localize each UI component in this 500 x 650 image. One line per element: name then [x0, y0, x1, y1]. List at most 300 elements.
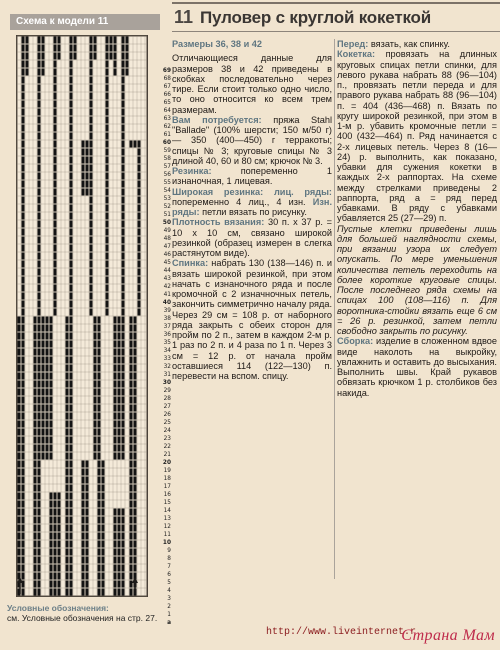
chart-cell-dark: [18, 317, 21, 324]
chart-cell-dark: [98, 381, 101, 388]
chart-cell-dark: [94, 341, 97, 348]
chart-cell-dark: [134, 461, 137, 468]
assembly-heading: Сборка:: [337, 336, 374, 347]
footer-url: http://www.liveinternet.r: [266, 627, 417, 638]
chart-cell-dark: [134, 509, 137, 516]
chart-cell-dark: [38, 565, 41, 572]
chart-cell-dark: [70, 133, 73, 140]
chart-cell-dark: [38, 389, 41, 396]
chart-cell-dark: [94, 349, 97, 356]
chart-cell-dark: [98, 509, 101, 516]
chart-cell-dark: [38, 117, 41, 124]
chart-cell-dark: [90, 309, 93, 316]
chart-cell-dark: [82, 469, 85, 476]
chart-cell-dark: [54, 77, 57, 84]
chart-cell-dark: [86, 541, 89, 548]
chart-cell-dark: [66, 549, 69, 556]
chart-cell-dark: [122, 53, 125, 60]
chart-cell-dark: [94, 53, 97, 60]
chart-cell-dark: [66, 381, 69, 388]
chart-cell-dark: [130, 381, 133, 388]
chart-cell-dark: [46, 365, 49, 372]
chart-cell-dark: [66, 477, 69, 484]
chart-cell-dark: [114, 341, 117, 348]
chart-cell-dark: [70, 261, 73, 268]
chart-cell-dark: [110, 53, 113, 60]
chart-cell-dark: [98, 421, 101, 428]
chart-cell-dark: [138, 229, 141, 236]
chart-cell-dark: [134, 429, 137, 436]
chart-cell-dark: [82, 525, 85, 532]
chart-cell-dark: [138, 269, 141, 276]
chart-cell-dark: [94, 389, 97, 396]
chart-cell-dark: [122, 117, 125, 124]
chart-cell-dark: [38, 541, 41, 548]
chart-cell-dark: [134, 325, 137, 332]
chart-cell-dark: [70, 125, 73, 132]
chart-cell-dark: [34, 405, 37, 412]
chart-cell-dark: [130, 445, 133, 452]
chart-cell-dark: [118, 445, 121, 452]
chart-cell-dark: [70, 501, 73, 508]
intro-text: Отличающиеся данные для размеров 38 и 42 приведены в скобках последовательно через тире. Если стоит только одно число, то оно относится ко всем трем размерам.: [172, 53, 332, 115]
chart-cell-dark: [70, 189, 73, 196]
chart-cell-dark: [106, 277, 109, 284]
chart-cell-dark: [130, 397, 133, 404]
chart-cell-dark: [122, 213, 125, 220]
chart-row-number: 61: [163, 132, 171, 138]
chart-cell-dark: [98, 557, 101, 564]
chart-cell-dark: [118, 549, 121, 556]
chart-cell-dark: [98, 389, 101, 396]
chart-cell-dark: [138, 221, 141, 228]
chart-cell-dark: [90, 133, 93, 140]
chart-cell-dark: [38, 589, 41, 596]
chart-cell-dark: [70, 349, 73, 356]
chart-cell-dark: [18, 469, 21, 476]
chart-cell-dark: [114, 413, 117, 420]
chart-cell-dark: [54, 213, 57, 220]
chart-cell-dark: [98, 485, 101, 492]
chart-cell-dark: [54, 549, 57, 556]
chart-cell-dark: [70, 557, 73, 564]
chart-row-number: 22: [163, 444, 171, 450]
chart-row-number: 42: [163, 284, 171, 290]
chart-cell-dark: [54, 37, 57, 44]
chart-cell-dark: [58, 565, 61, 572]
chart-cell-dark: [38, 37, 41, 44]
chart-cell-dark: [42, 381, 45, 388]
chart-cell-dark: [130, 533, 133, 540]
chart-cell-dark: [102, 549, 105, 556]
chart-cell-dark: [118, 541, 121, 548]
chart-cell-dark: [70, 277, 73, 284]
chart-cell-dark: [130, 525, 133, 532]
chart-cell-dark: [118, 581, 121, 588]
chart-cell-dark: [98, 453, 101, 460]
watermark-logo: Страна Мам: [401, 627, 495, 644]
chart-cell-dark: [22, 117, 25, 124]
chart-cell-dark: [86, 565, 89, 572]
chart-cell-dark: [22, 501, 25, 508]
chart-cell-dark: [66, 501, 69, 508]
chart-cell-dark: [138, 165, 141, 172]
chart-cell-dark: [134, 397, 137, 404]
chart-cell-dark: [122, 365, 125, 372]
chart-cell-dark: [70, 101, 73, 108]
chart-cell-dark: [114, 53, 117, 60]
chart-cell-dark: [134, 485, 137, 492]
chart-cell-dark: [106, 53, 109, 60]
chart-cell-dark: [70, 53, 73, 60]
chart-cell-dark: [66, 341, 69, 348]
chart-row-number: 53: [163, 196, 171, 202]
chart-cell-dark: [106, 85, 109, 92]
chart-cell-dark: [22, 325, 25, 332]
wide-rib-text-2: петли вязать по рисунку.: [202, 207, 307, 217]
chart-cell-dark: [114, 333, 117, 340]
wide-rib-heading: Широкая резинка:: [172, 186, 264, 197]
chart-row-number: 17: [163, 484, 171, 490]
chart-cell-dark: [34, 341, 37, 348]
chart-cell-dark: [114, 389, 117, 396]
chart-cell-dark: [122, 565, 125, 572]
chart-cell-dark: [38, 469, 41, 476]
chart-cell-dark: [90, 37, 93, 44]
chart-cell-dark: [18, 365, 21, 372]
chart-cell-dark: [74, 53, 77, 60]
chart-cell-dark: [22, 437, 25, 444]
chart-cell-dark: [54, 237, 57, 244]
chart-cell-dark: [130, 573, 133, 580]
chart-cell-dark: [50, 381, 53, 388]
chart-cell-dark: [106, 205, 109, 212]
chart-cell-dark: [42, 61, 45, 68]
chart-cell-dark: [138, 285, 141, 292]
density-heading: Плотность вязания:: [172, 217, 265, 228]
chart-cell-dark: [70, 45, 73, 52]
chart-cell-dark: [54, 157, 57, 164]
chart-cell-dark: [34, 509, 37, 516]
chart-cell-dark: [90, 45, 93, 52]
chart-cell-dark: [98, 325, 101, 332]
chart-cell-dark: [122, 253, 125, 260]
chart-cell-dark: [22, 109, 25, 116]
chart-cell-dark: [86, 461, 89, 468]
chart-cell-dark: [106, 213, 109, 220]
chart-cell-dark: [66, 493, 69, 500]
chart-cell-dark: [66, 405, 69, 412]
chart-cell-dark: [98, 573, 101, 580]
chart-cell-dark: [22, 589, 25, 596]
chart-cell-dark: [138, 277, 141, 284]
chart-cell-dark: [70, 509, 73, 516]
chart-cell-dark: [94, 317, 97, 324]
chart-cell-dark: [122, 405, 125, 412]
chart-cell-dark: [106, 141, 109, 148]
chart-cell-dark: [50, 341, 53, 348]
chart-cell-dark: [118, 589, 121, 596]
chart-cell-dark: [82, 549, 85, 556]
chart-cell-dark: [130, 461, 133, 468]
chart-cell-dark: [118, 429, 121, 436]
chart-cell-dark: [130, 421, 133, 428]
chart-cell-dark: [34, 445, 37, 452]
chart-cell-dark: [70, 381, 73, 388]
chart-cell-dark: [134, 501, 137, 508]
chart-cell-dark: [70, 109, 73, 116]
chart-cell-dark: [22, 157, 25, 164]
chart-cell-dark: [126, 37, 129, 44]
chart-cell-dark: [54, 269, 57, 276]
chart-cell-dark: [86, 181, 89, 188]
chart-cell-dark: [38, 421, 41, 428]
chart-cell-dark: [98, 533, 101, 540]
chart-cell-dark: [130, 141, 133, 148]
chart-cell-dark: [102, 589, 105, 596]
chart-cell-dark: [34, 565, 37, 572]
chart-cell-dark: [106, 77, 109, 84]
chart-cell-dark: [98, 341, 101, 348]
chart-cell-dark: [118, 397, 121, 404]
chart-cell-dark: [102, 565, 105, 572]
chart-cell-dark: [38, 45, 41, 52]
chart-cell-dark: [70, 93, 73, 100]
chart-cell-dark: [102, 509, 105, 516]
chart-cell-dark: [70, 493, 73, 500]
chart-cell-dark: [122, 413, 125, 420]
chart-cell-dark: [42, 453, 45, 460]
chart-cell-dark: [102, 557, 105, 564]
chart-cell-dark: [114, 573, 117, 580]
chart-cell-dark: [90, 173, 93, 180]
chart-cell-dark: [106, 245, 109, 252]
chart-grid: [17, 36, 147, 596]
chart-cell-dark: [26, 69, 29, 76]
chart-cell-dark: [22, 149, 25, 156]
chart-cell-dark: [82, 477, 85, 484]
chart-row-number: 31: [163, 372, 171, 378]
chart-cell-dark: [46, 421, 49, 428]
chart-cell-dark: [22, 557, 25, 564]
chart-cell-dark: [50, 317, 53, 324]
chart-cell-dark: [90, 301, 93, 308]
chart-cell-dark: [98, 589, 101, 596]
chart-row-number: 66: [163, 92, 171, 98]
assembly-text: изделие в сложенном вдвое виде наколоть на выкройку, увлажнить и оставить до высыхания. Выполнить швы. Край рукавов обвязать крючком 1 р. столбиков без накида.: [337, 336, 497, 398]
chart-cell-dark: [98, 397, 101, 404]
chart-cell-dark: [106, 229, 109, 236]
chart-row-number: 41: [163, 292, 171, 298]
chart-row-number: 43: [163, 276, 171, 282]
chart-cell-dark: [86, 589, 89, 596]
chart-cell-dark: [110, 45, 113, 52]
chart-cell-dark: [98, 437, 101, 444]
chart-cell-dark: [102, 485, 105, 492]
chart-row-number: 34: [163, 348, 171, 354]
chart-cell-dark: [54, 541, 57, 548]
chart-cell-dark: [54, 229, 57, 236]
chart-cell-dark: [118, 317, 121, 324]
chart-cell-dark: [90, 181, 93, 188]
chart-cell-dark: [54, 197, 57, 204]
chart-cell-dark: [70, 453, 73, 460]
chart-cell-dark: [106, 133, 109, 140]
chart-cell-dark: [134, 413, 137, 420]
chart-cell-dark: [122, 541, 125, 548]
chart-cell-dark: [38, 581, 41, 588]
chart-cell-dark: [66, 565, 69, 572]
chart-cell-dark: [98, 501, 101, 508]
chart-cell-dark: [102, 461, 105, 468]
chart-cell-dark: [66, 333, 69, 340]
chart-cell-dark: [38, 69, 41, 76]
chart-cell-dark: [38, 277, 41, 284]
chart-row-number: 5: [167, 580, 171, 586]
chart-cell-dark: [50, 349, 53, 356]
chart-row-number: 12: [163, 524, 171, 530]
chart-cell-dark: [66, 389, 69, 396]
chart-cell-dark: [82, 557, 85, 564]
chart-cell-dark: [42, 429, 45, 436]
chart-cell-dark: [66, 541, 69, 548]
chart-cell-dark: [50, 509, 53, 516]
chart-cell-dark: [98, 565, 101, 572]
chart-cell-dark: [102, 525, 105, 532]
chart-cell-dark: [70, 589, 73, 596]
chart-cell-dark: [114, 525, 117, 532]
chart-cell-dark: [38, 533, 41, 540]
chart-cell-dark: [18, 437, 21, 444]
chart-row-number: 36: [163, 332, 171, 338]
chart-cell-dark: [58, 573, 61, 580]
chart-cell-dark: [114, 373, 117, 380]
chart-cell-dark: [138, 173, 141, 180]
chart-cell-dark: [82, 485, 85, 492]
chart-cell-dark: [54, 109, 57, 116]
chart-cell-dark: [34, 421, 37, 428]
chart-cell-dark: [90, 165, 93, 172]
chart-row-number: 14: [163, 508, 171, 514]
chart-cell-dark: [114, 421, 117, 428]
chart-row-number: 25: [163, 420, 171, 426]
chart-cell-dark: [106, 157, 109, 164]
chart-cell-dark: [34, 437, 37, 444]
chart-cell-dark: [22, 245, 25, 252]
chart-cell-dark: [46, 389, 49, 396]
materials-heading: Вам потребуется:: [172, 114, 262, 125]
chart-cell-dark: [54, 101, 57, 108]
chart-cell-dark: [18, 557, 21, 564]
chart-row-number: 64: [163, 108, 171, 114]
chart-cell-dark: [122, 229, 125, 236]
chart-cell-dark: [18, 485, 21, 492]
chart-cell-dark: [66, 413, 69, 420]
chart-cell-dark: [22, 533, 25, 540]
chart-cell-dark: [34, 557, 37, 564]
chart-cell-dark: [98, 541, 101, 548]
chart-cell-dark: [82, 165, 85, 172]
chart-cell-dark: [86, 493, 89, 500]
chart-cell-dark: [38, 325, 41, 332]
chart-cell-dark: [22, 189, 25, 196]
chart-cell-dark: [38, 213, 41, 220]
chart-cell-dark: [90, 157, 93, 164]
chart-row-number: 63: [163, 116, 171, 122]
chart-cell-dark: [118, 381, 121, 388]
chart-cell-dark: [50, 405, 53, 412]
chart-cell-dark: [130, 493, 133, 500]
chart-cell-dark: [70, 469, 73, 476]
chart-cell-dark: [22, 573, 25, 580]
chart-cell-dark: [138, 237, 141, 244]
model-number: 11: [174, 7, 194, 27]
chart-cell-dark: [50, 525, 53, 532]
chart-cell-dark: [70, 117, 73, 124]
chart-cell-dark: [114, 429, 117, 436]
chart-cell-dark: [122, 533, 125, 540]
chart-cell-dark: [58, 501, 61, 508]
chart-cell-dark: [130, 557, 133, 564]
chart-cell-dark: [98, 333, 101, 340]
chart-row-number: 3: [167, 596, 171, 602]
chart-cell-dark: [42, 445, 45, 452]
chart-cell-dark: [70, 309, 73, 316]
chart-cell-dark: [90, 61, 93, 68]
chart-cell-dark: [22, 349, 25, 356]
back-text: набрать 130 (138—146) п. и вязать широкой резинкой, при этом начать с изнаночного ряда и после кромочной с 2 изначночных петель, закончить симметрично началу ряда. Через 29 см = 108 р. от наборного ряда закрыть с обеих сторон для пройм по 2 п., затем в каждом 2-м р. 1 раз по 2 п. и 4 раза по 1 п. Через 3 см = 12 р. от начала пройм оставшиеся 114 (122—130) п. перевести на вспом. спицу.: [172, 258, 332, 381]
chart-cell-dark: [70, 37, 73, 44]
chart-cell-dark: [122, 109, 125, 116]
chart-cell-dark: [118, 413, 121, 420]
chart-cell-dark: [22, 493, 25, 500]
chart-cell-dark: [46, 405, 49, 412]
chart-cell-dark: [102, 541, 105, 548]
chart-cell-dark: [138, 301, 141, 308]
chart-cell-dark: [66, 573, 69, 580]
chart-cell-dark: [118, 349, 121, 356]
chart-cell-dark: [50, 421, 53, 428]
chart-cell-dark: [58, 525, 61, 532]
chart-row-number: 46: [163, 252, 171, 258]
chart-row-number: 35: [163, 340, 171, 346]
chart-cell-dark: [114, 325, 117, 332]
chart-cell-dark: [118, 325, 121, 332]
chart-cell-dark: [70, 437, 73, 444]
chart-cell-dark: [98, 405, 101, 412]
chart-cell-dark: [98, 461, 101, 468]
chart-cell-dark: [86, 157, 89, 164]
chart-cell-dark: [138, 309, 141, 316]
chart-cell-dark: [122, 93, 125, 100]
chart-cell-dark: [82, 565, 85, 572]
chart-cell-dark: [26, 53, 29, 60]
chart-cell-dark: [118, 573, 121, 580]
chart-cell-dark: [46, 325, 49, 332]
chart-cell-dark: [18, 421, 21, 428]
chart-cell-dark: [126, 53, 129, 60]
chart-cell-dark: [114, 509, 117, 516]
chart-cell-dark: [122, 557, 125, 564]
chart-cell-dark: [122, 333, 125, 340]
chart-cell-dark: [66, 453, 69, 460]
chart-cell-dark: [130, 581, 133, 588]
chart-cell-dark: [106, 37, 109, 44]
chart-cell-dark: [58, 493, 61, 500]
chart-cell-dark: [98, 317, 101, 324]
chart-row-number: 15: [163, 500, 171, 506]
chart-cell-dark: [90, 149, 93, 156]
